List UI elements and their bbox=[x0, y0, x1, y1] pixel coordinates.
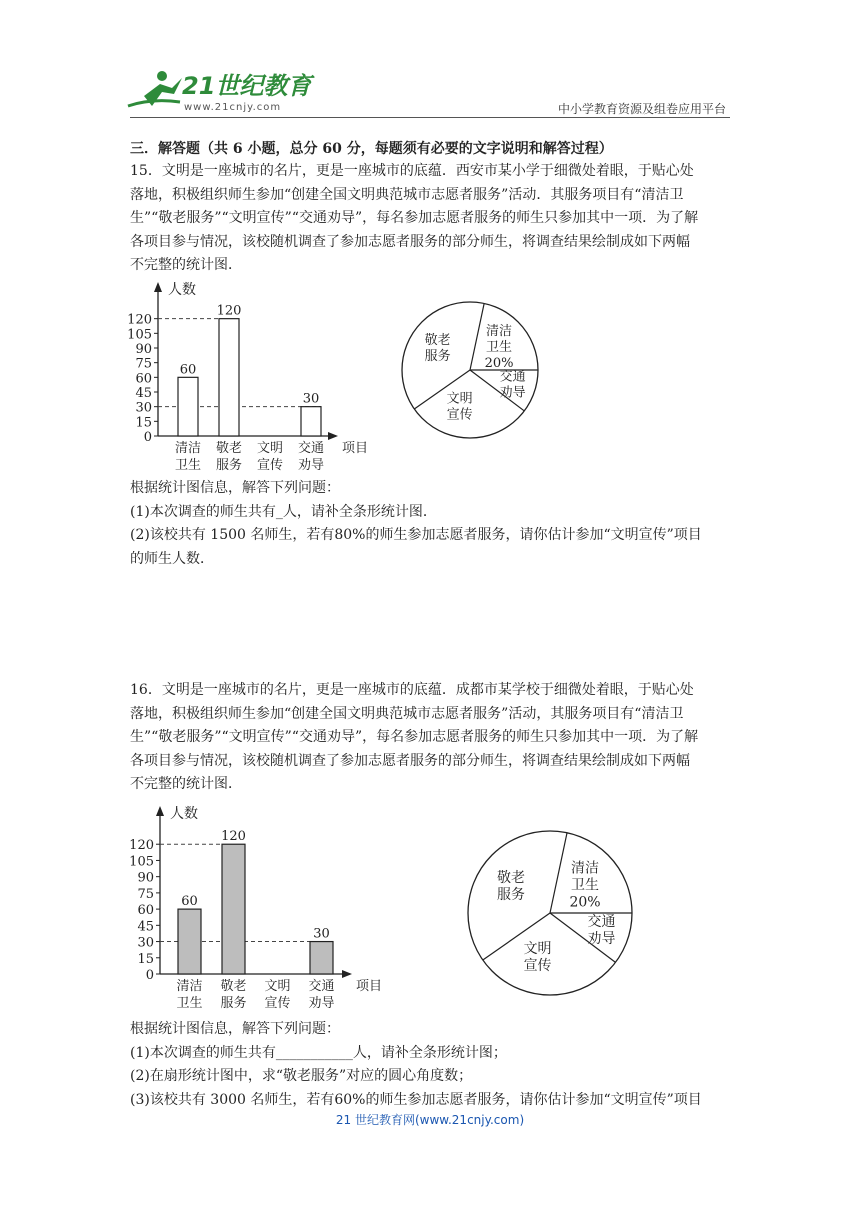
q15-line: 各项目参与情况，该校随机调查了参加志愿者服务的部分师生，将调查结果绘制成如下两幅 bbox=[130, 233, 690, 250]
y-axis-label: 人数 bbox=[170, 806, 198, 822]
q15-line: 落地，积极组织师生参加“创建全国文明典范城市志愿者服务”活动．其服务项目有“清洁卫 bbox=[130, 186, 684, 203]
y-axis-label: 人数 bbox=[168, 282, 196, 298]
q16-after-line: 根据统计图信息，解答下列问题： bbox=[130, 1021, 340, 1037]
pie-slice-label: 劝导 bbox=[499, 385, 526, 401]
y-tick-label: 0 bbox=[145, 968, 154, 983]
y-tick-label: 120 bbox=[129, 838, 154, 854]
logo-url: www.21cnjy.com bbox=[184, 102, 282, 113]
q15-after-line: 的师生人数． bbox=[130, 550, 214, 567]
pie-slice-label: 文明 bbox=[523, 940, 552, 957]
bar bbox=[178, 909, 201, 974]
pie-slice-label: 宣传 bbox=[446, 407, 473, 423]
category-label: 宣传 bbox=[264, 996, 291, 1011]
bar bbox=[310, 942, 333, 974]
x-axis-label: 项目 bbox=[342, 441, 369, 456]
platform-label: 中小学教育资源及组卷应用平台 bbox=[557, 102, 726, 116]
pie-slice-label: 敬老 bbox=[424, 333, 451, 349]
y-axis-arrow bbox=[156, 806, 164, 816]
y-tick-label: 120 bbox=[127, 312, 152, 328]
q15-after-line: 根据统计图信息，解答下列问题： bbox=[130, 480, 340, 496]
pie-slice-label: 文明 bbox=[446, 391, 473, 407]
q15-after-line: (1)本次调查的师生共有_人，请补全条形统计图． bbox=[130, 503, 437, 520]
category-label: 敬老 bbox=[215, 441, 243, 456]
y-tick-label: 30 bbox=[137, 935, 154, 951]
bar-data-label: 120 bbox=[216, 303, 242, 319]
pie-slice-label: 劝导 bbox=[587, 931, 616, 948]
q16-line: 不完整的统计图． bbox=[130, 776, 242, 792]
bar bbox=[178, 377, 198, 436]
category-label: 交通 bbox=[308, 979, 335, 994]
pie-slice-label: 宣传 bbox=[523, 957, 552, 974]
y-tick-label: 105 bbox=[129, 854, 154, 870]
category-label: 服务 bbox=[220, 996, 247, 1011]
category-label: 文明 bbox=[264, 979, 291, 994]
q15-line: 15．文明是一座城市的名片，更是一座城市的底蕴．西安市某小学于细微处着眼，于贴心处 bbox=[130, 163, 694, 179]
pie-slice-label: 清洁 bbox=[571, 860, 600, 877]
q16-after-line: (1)本次调查的师生共有___________人，请补全条形统计图； bbox=[130, 1044, 507, 1061]
footer-text: 21 世纪教育网(www.21cnjy.com) bbox=[335, 1113, 525, 1127]
x-axis-arrow bbox=[328, 432, 338, 440]
pie-slice-label: 服务 bbox=[424, 349, 451, 365]
site-logo bbox=[122, 66, 312, 114]
category-label: 宣传 bbox=[256, 458, 284, 473]
header-divider bbox=[130, 117, 730, 118]
x-axis-label: 项目 bbox=[356, 979, 383, 994]
y-tick-label: 0 bbox=[143, 430, 152, 445]
bar-data-label: 30 bbox=[302, 391, 320, 407]
y-tick-label: 75 bbox=[135, 356, 152, 372]
q16-line: 各项目参与情况，该校随机调查了参加志愿者服务的部分师生，将调查结果绘制成如下两幅 bbox=[130, 752, 690, 769]
section-title: 三．解答题（共 6 小题，总分 60 分，每题须有必要的文字说明和解答过程） bbox=[130, 141, 613, 157]
pie-slice-label: 卫生 bbox=[571, 877, 600, 894]
bar bbox=[219, 319, 239, 436]
pie-slice-label: 卫生 bbox=[486, 340, 513, 356]
bar bbox=[222, 844, 245, 974]
y-tick-label: 90 bbox=[137, 870, 154, 886]
pie-slice-label: 清洁 bbox=[486, 324, 513, 340]
q16-after-line: (3)该校共有 3000 名师生，若有60%的师生参加志愿者服务，请你估计参加“文明宣传”项目 bbox=[130, 1091, 702, 1108]
category-label: 卫生 bbox=[176, 996, 203, 1011]
bar-data-label: 30 bbox=[313, 926, 330, 942]
q16-line: 16．文明是一座城市的名片，更是一座城市的底蕴．成都市某学校于细微处着眼，于贴心处 bbox=[130, 682, 694, 698]
pie-slice-label: 服务 bbox=[497, 887, 526, 904]
q16-after-line: (2)在扇形统计图中，求“敬老服务”对应的圆心角度数； bbox=[130, 1068, 473, 1084]
y-tick-label: 30 bbox=[135, 400, 152, 416]
category-label: 交通 bbox=[297, 441, 325, 456]
pie-chart-q15 bbox=[395, 300, 545, 440]
x-axis-arrow bbox=[342, 970, 352, 978]
y-tick-label: 75 bbox=[137, 886, 154, 902]
q16-line: 落地，积极组织师生参加“创建全国文明典范城市志愿者服务”活动，其服务项目有“清洁卫 bbox=[130, 705, 684, 722]
category-label: 清洁 bbox=[176, 979, 203, 994]
bar-chart-q15 bbox=[120, 270, 380, 480]
y-tick-label: 45 bbox=[137, 919, 154, 935]
category-label: 服务 bbox=[215, 458, 243, 473]
y-axis-arrow bbox=[154, 282, 162, 292]
y-tick-label: 45 bbox=[135, 386, 152, 401]
q15-after-line: (2)该校共有 1500 名师生，若有80%的师生参加志愿者服务，请你估计参加“文明宣传”项目 bbox=[130, 527, 702, 543]
pie-slice-label: 敬老 bbox=[497, 870, 526, 887]
y-tick-label: 60 bbox=[135, 371, 152, 387]
y-tick-label: 90 bbox=[135, 342, 152, 357]
bar-data-label: 60 bbox=[181, 894, 198, 910]
category-label: 清洁 bbox=[174, 441, 202, 456]
category-label: 敬老 bbox=[220, 979, 247, 994]
category-label: 劝导 bbox=[308, 996, 335, 1011]
category-label: 文明 bbox=[256, 441, 284, 456]
pie-slice-label: 交通 bbox=[587, 914, 616, 931]
y-tick-label: 105 bbox=[127, 327, 152, 343]
pie-slice-label: 交通 bbox=[499, 369, 526, 385]
q15-line: 生”“敬老服务”“文明宣传”“交通劝导”，每名参加志愿者服务的师生只参加其中一项．为了解 bbox=[130, 210, 699, 226]
category-label: 卫生 bbox=[174, 458, 202, 473]
pie-chart-q16 bbox=[462, 838, 642, 998]
logo-text: 21世纪教育 bbox=[182, 72, 312, 100]
y-tick-label: 60 bbox=[137, 903, 154, 919]
bar-data-label: 120 bbox=[221, 829, 246, 845]
category-label: 劝导 bbox=[297, 458, 325, 473]
bar-data-label: 60 bbox=[179, 362, 197, 378]
q16-line: 生”“敬老服务”“文明宣传”“交通劝导”，每名参加志愿者服务的师生只参加其中一项．为了解 bbox=[130, 729, 699, 745]
pie-slice-label: 20% bbox=[484, 356, 514, 372]
q15-line: 不完整的统计图． bbox=[130, 257, 242, 273]
y-tick-label: 15 bbox=[135, 415, 152, 431]
pie-slice-label: 20% bbox=[569, 894, 601, 911]
bar bbox=[301, 407, 321, 436]
bar-chart-q16 bbox=[120, 790, 390, 1020]
y-tick-label: 15 bbox=[137, 951, 154, 967]
